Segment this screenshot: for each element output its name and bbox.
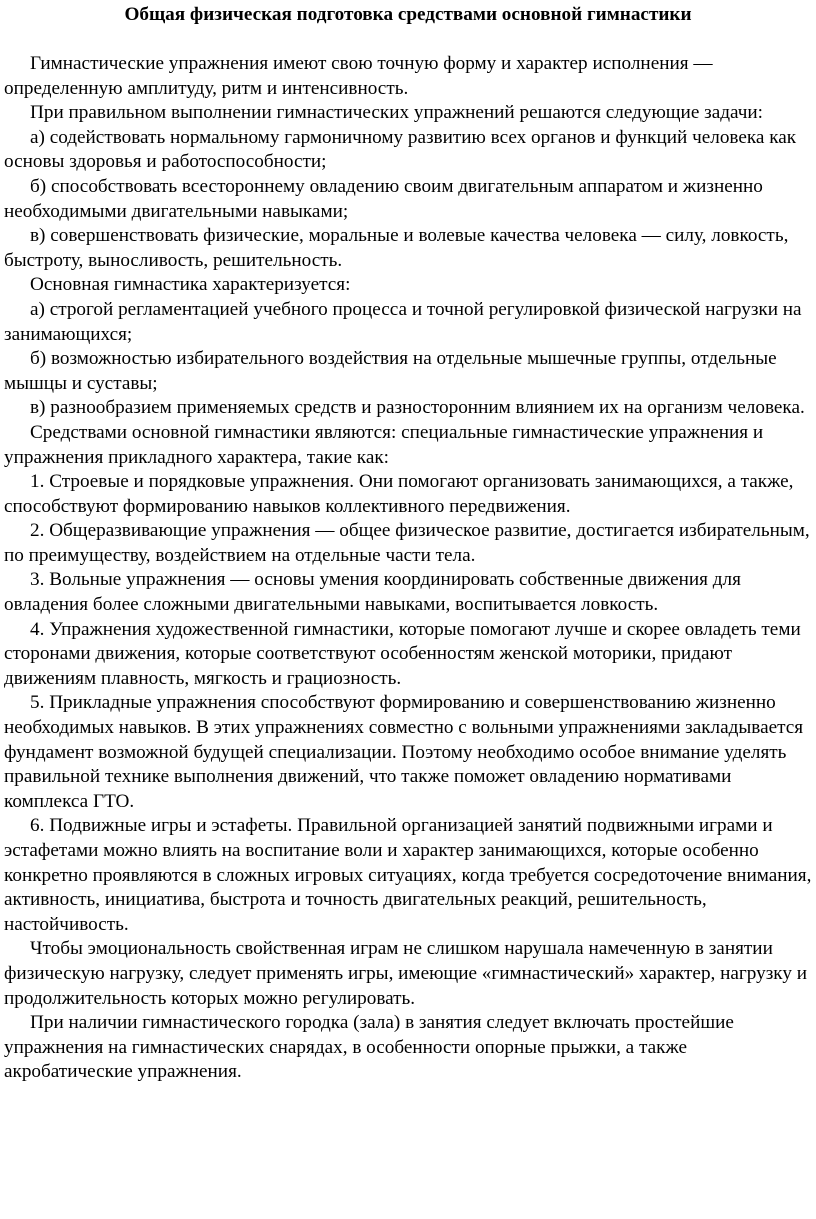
- list-item: б) возможностью избирательного воздействия на отдельные мышечные группы, отдельные мышцы и суставы;: [4, 348, 777, 394]
- list-item: 3. Вольные упражнения — основы умения координировать собственные движения для овладения более сложными двигательными навыками, воспитывается ловкость.: [4, 569, 741, 616]
- document-title: Общая физическая подготовка средствами основной гимнастики: [124, 4, 692, 25]
- paragraph: Средствами основной гимнастики являются: специальные гимнастические упражнения и упражнения прикладного характера, такие как:: [4, 421, 764, 468]
- list-item: в) разнообразием применяемых средств и разносторонним влиянием их на организм человека.: [30, 397, 805, 419]
- list-item: 6. Подвижные игры и эстафеты. Правильной организацией занятий подвижными играми и эстафетами можно влиять на воспитание воли и характер занимающихся, которые особенно конкретно проявляются в сложных игровых ситуациях, когда требуется сосредоточение внимания, активность, инициатива, быстрота и точность двигательных реакций, решительность, настойчивость.: [4, 815, 812, 935]
- list-item: 4. Упражнения художественной гимнастики, которые помогают лучше и скорее овладеть теми сторонами движения, которые соответствуют особенностям женской моторики, придают движениям плавность, мягкость и грациозность.: [4, 618, 801, 689]
- paragraph: При наличии гимнастического городка (зала) в занятия следует включать простейшие упражнения на гимнастических снарядах, в особенности опорные прыжки, а также акробатические упражнения.: [4, 1012, 734, 1083]
- list-item: в) совершенствовать физические, моральные и волевые качества человека — силу, ловкость, быстроту, выносливость, решительность.: [4, 225, 789, 271]
- paragraph: Основная гимнастика характеризуется:: [30, 274, 351, 296]
- list-item: 5. Прикладные упражнения способствуют формированию и совершенствованию жизненно необходимых навыков. В этих упражнениях совместно с вольными упражнениями закладывается фундамент возможной будущей специализации. Поэтому необходимо особое внимание уделять правильной технике выполнения движений, что также поможет овладению нормативами комплекса ГТО.: [4, 692, 804, 812]
- list-item: а) строгой регламентацией учебного процесса и точной регулировкой физической нагрузки на занимающихся;: [4, 298, 802, 345]
- list-item: б) способствовать всестороннему овладению своим двигательным аппаратом и жизненно необходимыми двигательными навыками;: [4, 175, 763, 222]
- paragraph: Гимнастические упражнения имеют свою точную форму и характер исполнения — определенную амплитуду, ритм и интенсивность.: [4, 53, 713, 99]
- list-item: 1. Строевые и порядковые упражнения. Они помогают организовать занимающихся, а также, способствуют формированию навыков коллективного передвижения.: [4, 471, 794, 517]
- paragraph: Чтобы эмоциональность свойственная играм не слишком нарушала намеченную в занятии физическую нагрузку, следует применять игры, имеющие «гимнастический» характер, нагрузку и продолжительность которых можно регулировать.: [4, 938, 808, 1009]
- list-item: а) содействовать нормальному гармоничному развитию всех органов и функций человека как основы здоровья и работоспособности;: [4, 126, 797, 173]
- list-item: 2. Общеразвивающие упражнения — общее физическое развитие, достигается избирательным, по преимуществу, воздействием на отдельные части тела.: [4, 520, 810, 566]
- paragraph: При правильном выполнении гимнастических упражнений решаются следующие задачи:: [30, 102, 763, 124]
